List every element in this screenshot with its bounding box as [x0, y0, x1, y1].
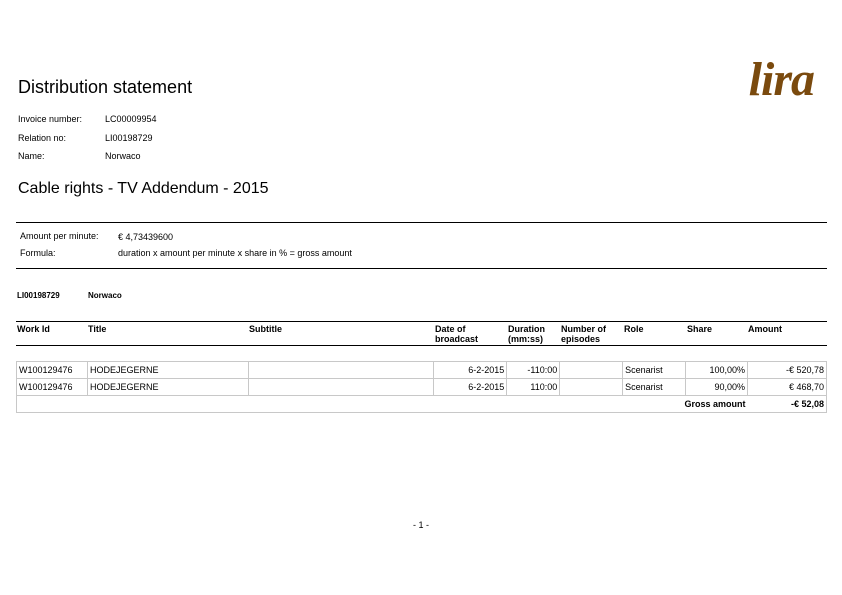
totals-row [17, 396, 827, 413]
page-title: Distribution statement [18, 77, 193, 97]
col-episodes-line2: episodes [561, 334, 601, 344]
cell-duration: 110:00 [507, 379, 560, 396]
cell-title: HODEJEGERNE [87, 379, 248, 396]
table-header-bottom-rule [16, 345, 827, 346]
col-subtitle: Subtitle [249, 324, 282, 334]
col-amount: Amount [748, 324, 782, 334]
cell-amount: € 468,70 [748, 379, 827, 396]
amount-per-minute-label: Amount per minute: [20, 231, 99, 241]
invoice-label: Invoice number: [18, 114, 83, 124]
name-label: Name: [18, 151, 45, 161]
cell-role: Scenarist [623, 379, 686, 396]
col-duration-line1: Duration [508, 324, 545, 334]
relation-label: Relation no: [18, 133, 67, 143]
page-number: - 1 - [412, 520, 429, 530]
cell-title: HODEJEGERNE [87, 362, 248, 379]
gross-amount-label: Gross amount [17, 396, 748, 413]
gross-amount-value: -€ 52,08 [748, 396, 827, 413]
relation-name: Norwaco [88, 291, 122, 300]
col-episodes-line1: Number of [561, 324, 606, 334]
divider [16, 222, 827, 223]
cell-work-id: W100129476 [17, 362, 88, 379]
col-work-id: Work Id [17, 324, 50, 334]
col-date-line1: Date of [435, 324, 466, 334]
col-date-line2: broadcast [435, 334, 479, 344]
lira-logo: lira [748, 53, 814, 106]
cell-date: 6-2-2015 [434, 379, 507, 396]
cell-role: Scenarist [623, 362, 686, 379]
table-row [17, 362, 827, 379]
relation-id: LI00198729 [17, 291, 60, 300]
cell-amount: -€ 520,78 [748, 362, 827, 379]
col-duration-line2: (mm:ss) [508, 334, 544, 344]
cell-subtitle [248, 362, 434, 379]
table-header-top-rule [16, 321, 827, 322]
cell-episodes [560, 362, 623, 379]
formula-label: Formula: [20, 248, 56, 258]
name-value: Norwaco [105, 151, 141, 161]
cell-subtitle [248, 379, 434, 396]
cell-work-id: W100129476 [17, 379, 88, 396]
cell-date: 6-2-2015 [434, 362, 507, 379]
table-row [17, 379, 827, 396]
formula-value: duration x amount per minute x share in % = gross amount [118, 248, 352, 258]
cell-duration: -110:00 [507, 362, 560, 379]
cell-share: 90,00% [686, 379, 748, 396]
relation-value: LI00198729 [105, 133, 153, 143]
col-role: Role [624, 324, 644, 334]
cell-episodes [560, 379, 623, 396]
invoice-value: LC00009954 [105, 114, 157, 124]
works-table [16, 361, 827, 413]
col-title: Title [88, 324, 107, 334]
amount-per-minute-value: € 4,73439600 [118, 232, 174, 242]
divider [16, 268, 827, 269]
col-share: Share [687, 324, 713, 334]
section-title: Cable rights - TV Addendum - 2015 [18, 180, 269, 197]
cell-share: 100,00% [686, 362, 748, 379]
